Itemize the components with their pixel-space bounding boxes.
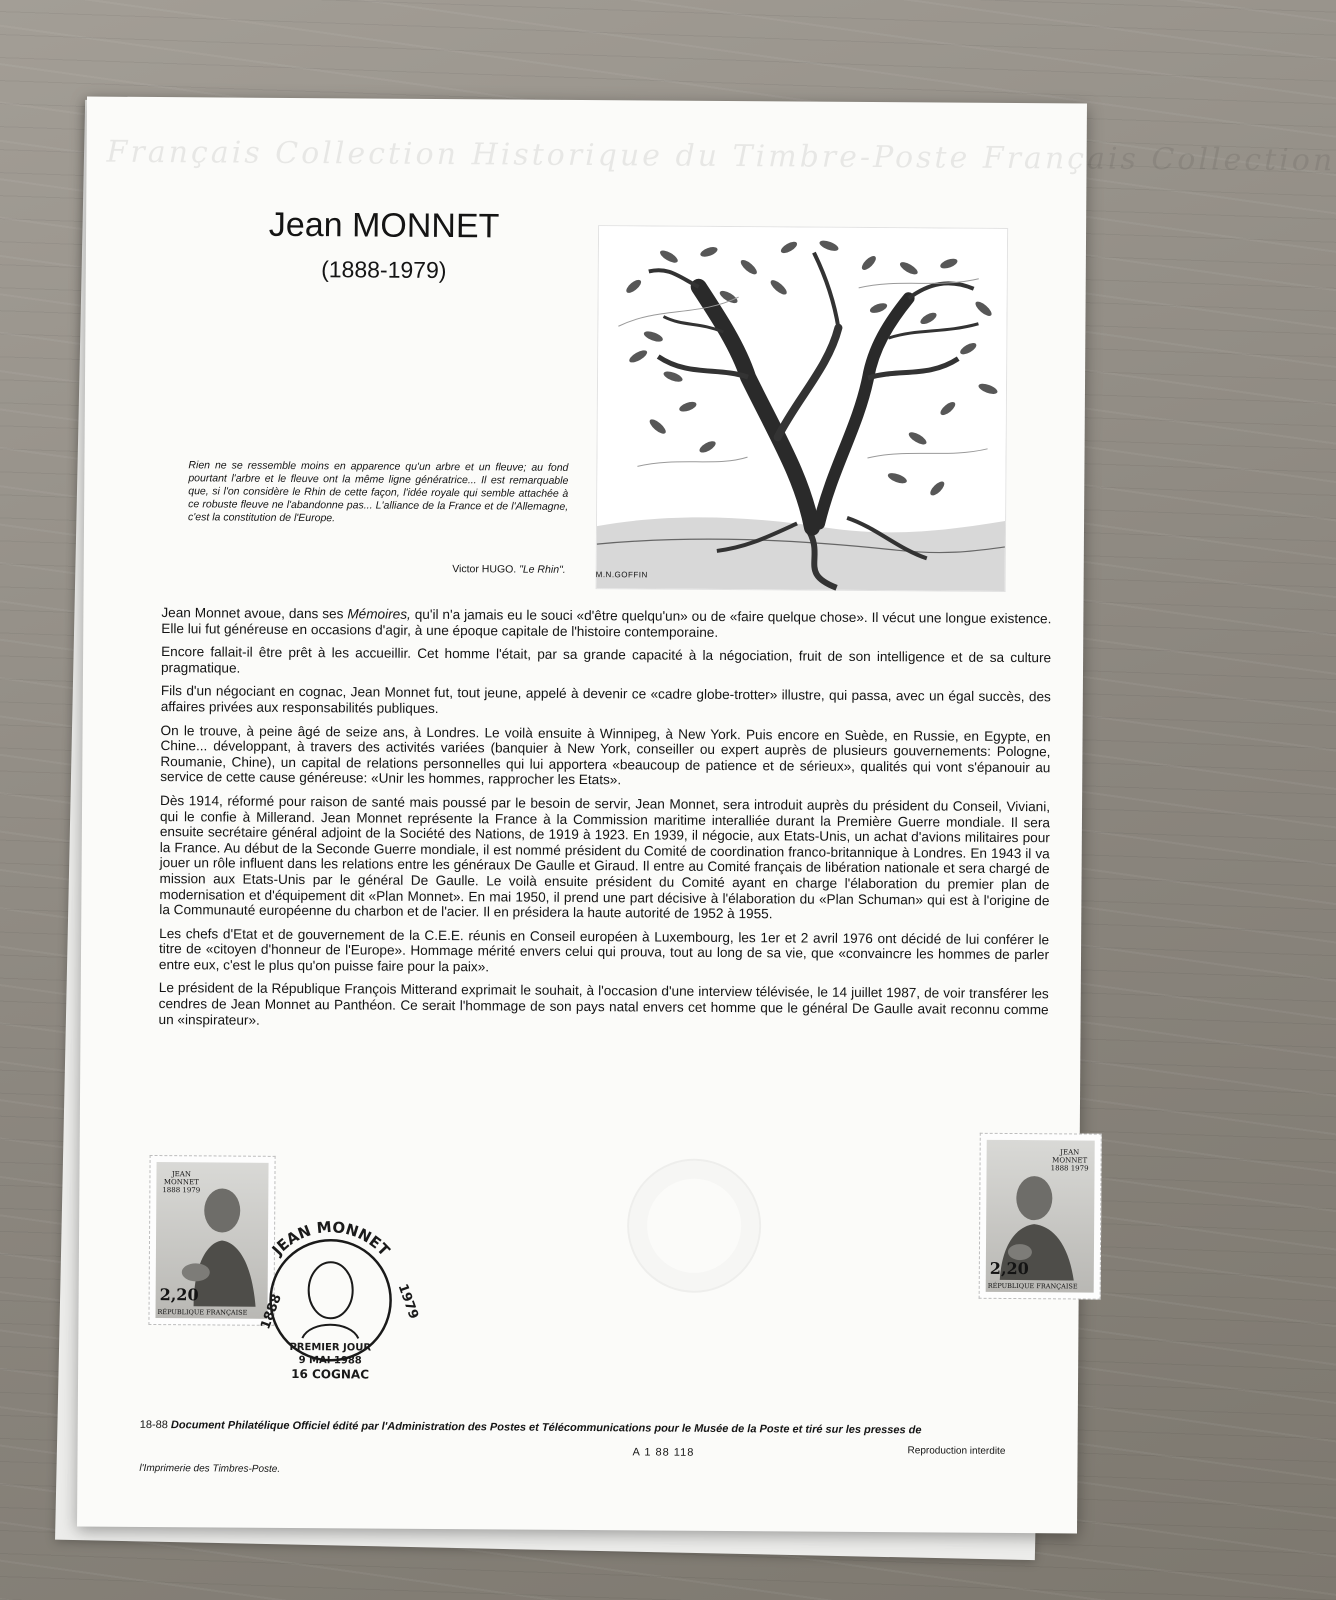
quote-author: Victor HUGO. <box>452 563 517 576</box>
stamp-name-line: JEAN <box>171 1170 191 1179</box>
postmark-line3: 16 COGNAC <box>291 1366 370 1382</box>
svg-text:JEAN MONNET <box>268 1217 394 1260</box>
collection-watermark: Français Collection Historique du Timbre-Poste Français Collection <box>106 134 1336 179</box>
biography-text <box>158 605 1051 1041</box>
reproduction-notice: Reproduction interdite <box>907 1445 1006 1457</box>
first-day-postmark <box>240 1208 421 1389</box>
quote-work: "Le Rhin". <box>519 563 566 576</box>
stamp-value: 2,20 <box>989 1258 1029 1279</box>
stamp-years: 1888 1979 <box>1050 1164 1089 1173</box>
life-dates: (1888-1979) <box>321 256 447 284</box>
tree-engraving <box>596 225 1009 592</box>
stamp-name-line: MONNET <box>163 1178 199 1187</box>
stamp-country: RÉPUBLIQUE FRANÇAISE <box>987 1281 1078 1291</box>
stamp-value: 2,20 <box>159 1285 199 1305</box>
postmark-line1: PREMIER JOUR <box>289 1341 372 1354</box>
page-title: Jean MONNET <box>268 205 500 246</box>
paragraph: On le trouve, à peine âgé de seize ans, à Londres. Le voilà ensuite à Winnipeg, à New York. Puis encore en Suède, en Russie, en Egypte, en Chine... développant, à travers des activités variées (banquier à New York, conseiller ou expert auprès de plusieurs gouvernements: Pologne, Roumanie, Chine), un capital de relations personnelles qui lui apportera «beaucoup de patience et de sérieux», qualités qui vont s'épanouir au service de cette cause généreuse: «Unir les hommes, rapprocher les Etats». <box>160 722 1051 788</box>
paragraph-text: qu'il n'a jamais eu le souci «d'être quelqu'un» ou de «faire quelque chose». Il vécut une longue existence. Elle lui fut généreuse en occasions d'agir, à une époque capitale de l'histoire contemporaine. <box>161 606 1052 640</box>
footer-text: Document Philatélique Officiel édité par l'Administration des Postes et Télécommunications pour le Musée de la Poste et tiré sur les presses de <box>170 1419 922 1437</box>
hugo-quote: Rien ne se ressemble moins en apparence qu'un arbre et un fleuve; au fond pourtant l'arbre et le fleuve ont la même ligne génératrice... Il est remarquable que, si l'on considère le Rhin de cette façon, l'idée royale qui semble attachée à ce robuste fleuve ne l'abandonne pas... L'alliance de la France et de l'Allemagne, c'est la constitution de l'Europe. <box>188 459 569 525</box>
postmark-right-text: 1979 <box>394 1282 421 1322</box>
footer-notice <box>140 1419 1070 1437</box>
postmark-top-text: JEAN MONNET <box>268 1217 394 1260</box>
quote-attribution <box>334 562 566 576</box>
embossed-seal <box>627 1158 762 1293</box>
portrait-sketch-icon <box>308 1262 352 1318</box>
memoires-title: Mémoires, <box>347 606 411 622</box>
postmark-left-text: 1888 <box>258 1292 285 1332</box>
document-sheet <box>77 97 1336 1534</box>
tree-illustration <box>597 226 1008 591</box>
paragraph <box>161 605 1051 642</box>
stamp-right <box>979 1133 1102 1300</box>
document-number: 18-88 <box>139 1418 168 1432</box>
paragraph-text: Jean Monnet avoue, dans ses <box>161 605 348 622</box>
stamp-country: RÉPUBLIQUE FRANÇAISE <box>157 1308 248 1317</box>
stamp-image <box>986 1140 1095 1293</box>
stamp-years: 1888 1979 <box>162 1186 201 1195</box>
stamp-name-line: MONNET <box>1052 1156 1088 1165</box>
paragraph: Encore fallait-il être prêt à les accueillir. Cet homme l'était, par sa grande capacité à la négociation, fruit de son intelligence et de sa culture pragmatique. <box>160 644 1052 676</box>
paragraph: Dès 1914, réformé pour raison de santé mais poussé par le besoin de servir, Jean Monnet, sera introduit auprès du président du Conseil, Viviani, qui le confie à Millerand. Jean Monnet représente la France à la Commission maritime interalliée durant la Première Guerre mondiale. Il sera ensuite secrétaire général adjoint de la Société des Nations, de 1919 à 1923. En 1939, il négocie, aux Etats-Unis, un achat d'avions militaires pour la France. Au début de la Seconde Guerre mondiale, il est nommé président du Comité de coordination franco-britannique à Londres. En 1943 il va jouer un rôle influent dans les relations entre les généraux De Gaulle et Giraud. Il entre au Comité français de libération nationale et sera chargé de mission aux Etats-Unis par le général De Gaulle. Le voilà ensuite président du Comité ayant en charge l'élaboration du premier plan de modernisation et d'équipement dit «Plan Monnet». En mai 1950, il prend une part décisive à l'élaboration du «Plan Schuman» qui est à l'origine de la Communauté européenne du charbon et de l'acier. Il en présidera la haute autorité de 1952 à 1955. <box>159 792 1051 922</box>
printer-name: l'Imprimerie des Timbres-Poste. <box>139 1462 281 1475</box>
paragraph: Les chefs d'Etat et de gouvernement de la C.E.E. réunis en Conseil européen à Luxembourg, les 1er et 2 avril 1976 ont décidé de lui conférer le titre de «citoyen d'honneur de l'Europe». Hommage mérité envers celui qui prouva, tout au long de sa vie, que «convaincre les hommes de parler entre eux, c'est le plus qu'on puisse faire pour la paix». <box>158 925 1050 975</box>
postmark-seal <box>240 1208 421 1389</box>
postmark-line2: 9 MAI 1988 <box>298 1355 362 1367</box>
paragraph: Le président de la République François Mitterand exprimait le souhait, à l'occasion d'une interview télévisée, le 14 juillet 1987, de voir transférer les cendres de Jean Monnet au Panthéon. Ce serait l'hommage de son pays natal envers cet homme que le général De Gaulle avait reconnu comme un «inspirateur». <box>158 980 1049 1028</box>
reference-number: A 1 88 118 <box>632 1446 695 1459</box>
engraver-credit: M.N.GOFFIN <box>595 570 648 580</box>
stamp-name-line: JEAN <box>1060 1148 1080 1157</box>
paragraph: Fils d'un négociant en cognac, Jean Monnet fut, tout jeune, appelé à devenir ce «cadre globe-trotter» illustre, qui passa, avec un égal succès, des affaires privées aux responsabilités publiques. <box>160 683 1051 716</box>
